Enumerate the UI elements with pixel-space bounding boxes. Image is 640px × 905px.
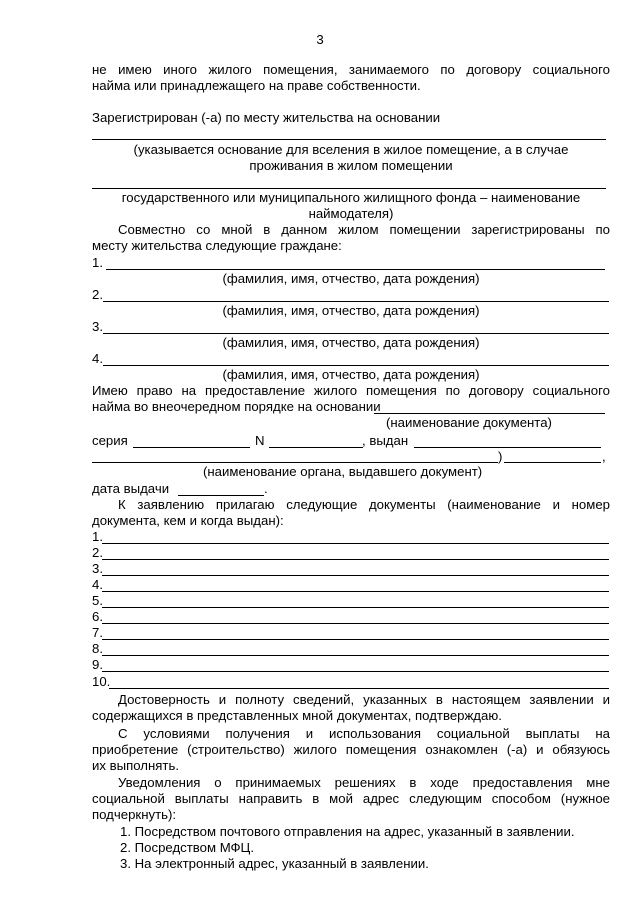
attachment-field-9[interactable] [102,671,609,672]
attachment-number: 1. [92,529,103,544]
attachment-field-8[interactable] [102,655,609,656]
attachment-number: 9. [92,657,103,672]
cohabitant-number: 2. [92,287,103,302]
notify-line-2: социальной выплаты направить в мой адрес следующим способом (нужное [92,791,610,806]
series-label: серия [92,433,128,448]
registration-label: Зарегистрирован (-а) по месту жительства на основании [92,110,441,125]
attachment-number: 2. [92,545,103,560]
cohabitant-hint: (фамилия, имя, отчество, дата рождения) [222,367,480,382]
attachment-field-3[interactable] [102,575,609,576]
number-field[interactable] [269,447,363,448]
attachment-field-1[interactable] [102,543,609,544]
confirm-line-2: содержащихся в представленных мной документах, подтверждаю. [92,708,502,723]
attachment-field-7[interactable] [102,639,609,640]
attachments-line-1: К заявлению прилагаю следующие документы (наименование и номер [118,497,610,512]
registration-hint-4: наймодателя) [308,206,394,221]
issue-date-field[interactable] [178,495,264,496]
series-field[interactable] [133,447,250,448]
notify-option-post[interactable]: 1. Посредством почтового отправления на адрес, указанный в заявлении. [120,824,575,839]
cohabitant-number: 4. [92,351,103,366]
attachment-field-6[interactable] [102,623,609,624]
issuing-authority-field-2[interactable] [504,462,601,463]
cohabitant-hint: (фамилия, имя, отчество, дата рождения) [222,303,480,318]
cohabitant-number: 3. [92,319,103,334]
attachment-field-2[interactable] [102,559,609,560]
priority-line-1: Имею право на предоставление жилого помещения по договору социального [92,383,610,398]
attachment-field-5[interactable] [102,607,609,608]
attachment-number: 5. [92,593,103,608]
attachment-number: 6. [92,609,103,624]
cohabitant-field-4[interactable] [103,365,609,366]
registration-hint-2: проживания в жилом помещении [249,158,453,173]
cohabitants-line-2: месту жительства следующие граждане: [92,238,342,253]
notify-line-3: подчеркнуть): [92,807,177,822]
cohabitant-hint: (фамилия, имя, отчество, дата рождения) [222,335,480,350]
conditions-line-3: их выполнять. [92,758,179,773]
comma: , [602,449,606,464]
cohabitant-number: 1. [92,255,103,270]
conditions-line-2: приобретение (строительство) жилого помещения ознакомлен (-а) и обязуюсь [92,742,610,757]
attachment-number: 10. [92,674,111,689]
attachment-number: 8. [92,641,103,656]
registration-hint-1: (указывается основание для вселения в жилое помещение, а в случае [133,142,569,157]
attachment-field-10[interactable] [109,688,609,689]
issuing-authority-hint: (наименование органа, выдавшего документ) [203,464,483,479]
registration-hint-3: государственного или муниципального жилищного фонда – наименование [121,190,581,205]
conditions-line-1: С условиями получения и использования социальной выплаты на [118,726,610,741]
issuing-authority-field[interactable] [92,462,498,463]
attachment-number: 7. [92,625,103,640]
own-housing-line-2: найма или принадлежащего на праве собственности. [92,78,421,93]
cohabitant-field-2[interactable] [103,301,609,302]
cohabitant-field-1[interactable] [106,269,605,270]
notify-option-mfc[interactable]: 2. Посредством МФЦ. [120,840,254,855]
page-number: 3 [316,32,324,47]
registration-basis-field-2[interactable] [92,188,606,189]
registration-basis-field[interactable] [92,139,606,140]
confirm-line-1: Достоверность и полноту сведений, указанных в настоящем заявлении и [118,692,610,707]
own-housing-line-1: не имею иного жилого помещения, занимаемого по договору социального [92,62,610,77]
notify-line-1: Уведомления о принимаемых решениях в ходе предоставления мне [118,775,610,790]
attachment-number: 4. [92,577,103,592]
attachment-number: 3. [92,561,103,576]
issued-label: , выдан [362,433,409,448]
cohabitant-hint: (фамилия, имя, отчество, дата рождения) [222,271,480,286]
issued-by-field[interactable] [414,447,601,448]
priority-line-2: найма во внеочередном порядке на основании [92,399,381,414]
number-label: N [255,433,265,448]
cohabitants-line-1: Совместно со мной в данном жилом помещении зарегистрированы по [118,222,610,237]
close-paren: ) [498,449,503,464]
cohabitant-field-3[interactable] [103,333,609,334]
attachment-field-4[interactable] [102,591,609,592]
issue-date-period: . [264,481,268,496]
attachments-line-2: документа, кем и когда выдан): [92,513,284,528]
notify-option-email[interactable]: 3. На электронный адрес, указанный в заявлении. [120,856,429,871]
document-name-hint: (наименование документа) [386,415,552,430]
issue-date-label: дата выдачи [92,481,170,496]
priority-document-field[interactable] [374,413,605,414]
